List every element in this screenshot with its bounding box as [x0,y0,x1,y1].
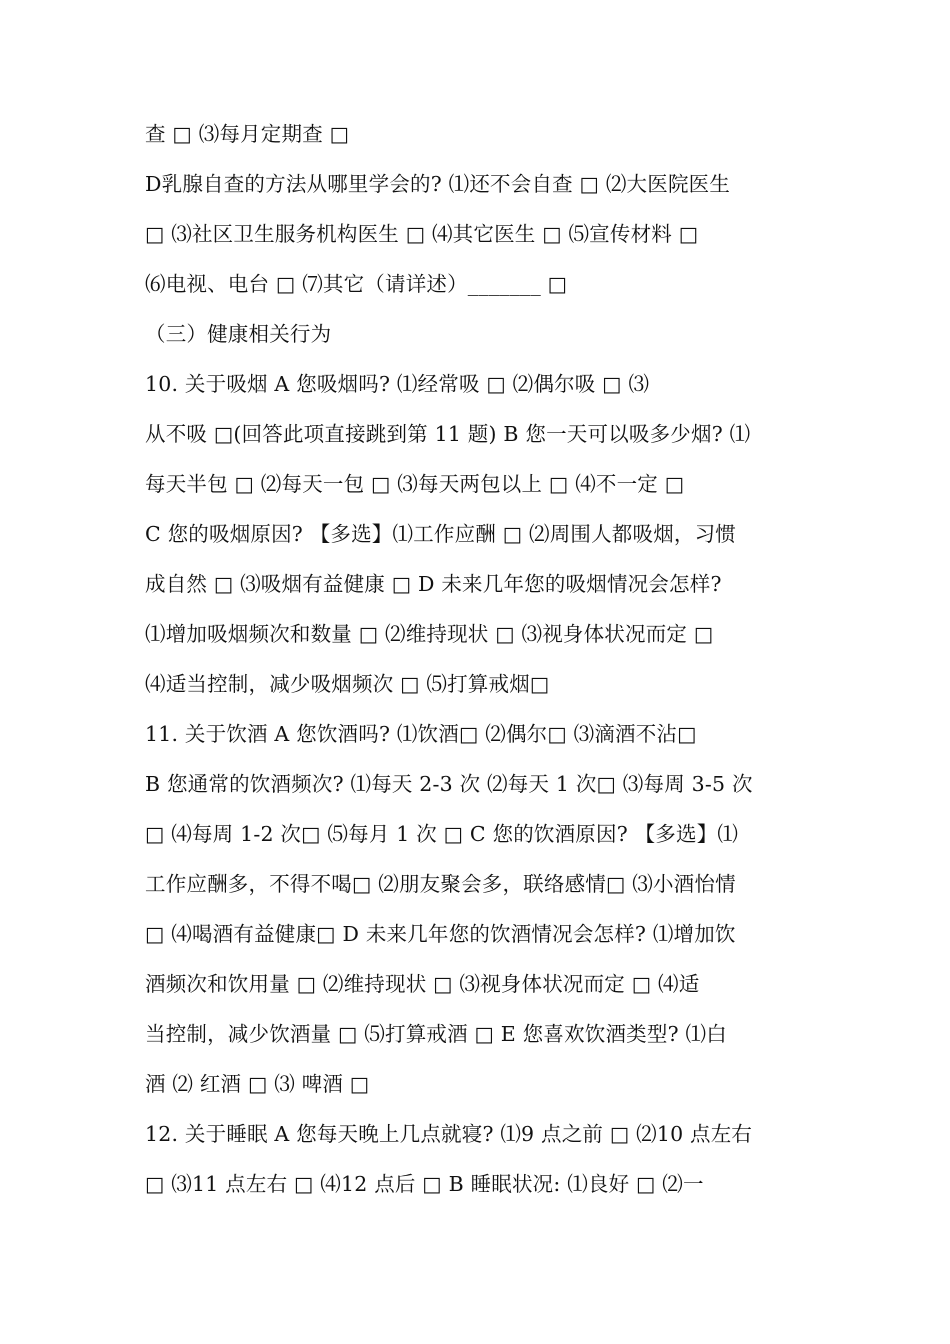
text-line-22: □ ⑶11 点左右 □ ⑷12 点后 □ B 睡眠状况: ⑴良好 □ ⑵一 [145,1172,704,1196]
text-line-21: 12. 关于睡眠 A 您每天晚上几点就寝? ⑴9 点之前 □ ⑵10 点左右 [145,1122,753,1146]
text-line-7: 从不吸 □(回答此项直接跳到第 11 题) B 您一天可以吸多少烟? ⑴ [145,422,751,446]
text-line-11: ⑴增加吸烟频次和数量 □ ⑵维持现状 □ ⑶视身体状况而定 □ [145,622,714,646]
text-line-13: 11. 关于饮酒 A 您饮酒吗? ⑴饮酒□ ⑵偶尔□ ⑶滴酒不沾□ [145,722,697,746]
text-line-17: □ ⑷喝酒有益健康□ D 未来几年您的饮酒情况会怎样? ⑴增加饮 [145,922,736,946]
text-line-4: ⑹电视、电台 □ ⑺其它（请详述）_______ □ [145,272,568,296]
section-heading: （三）健康相关行为 [145,322,332,346]
text-line-10: 成自然 □ ⑶吸烟有益健康 □ D 未来几年您的吸烟情况会怎样? [145,572,722,596]
text-line-9: C 您的吸烟原因? 【多选】⑴工作应酬 □ ⑵周围人都吸烟，习惯 [145,522,737,546]
text-line-8: 每天半包 □ ⑵每天一包 □ ⑶每天两包以上 □ ⑷不一定 □ [145,472,685,496]
text-line-6: 10. 关于吸烟 A 您吸烟吗? ⑴经常吸 □ ⑵偶尔吸 □ ⑶ [145,372,650,396]
text-line-19: 当控制，减少饮酒量 □ ⑸打算戒酒 □ E 您喜欢饮酒类型? ⑴白 [145,1022,727,1046]
text-line-12: ⑷适当控制，减少吸烟频次 □ ⑸打算戒烟□ [145,672,550,696]
text-line-16: 工作应酬多，不得不喝□ ⑵朋友聚会多，联络感情□ ⑶小酒怡情 [145,872,736,896]
text-line-1: 查 □ ⑶每月定期查 □ [145,122,350,146]
text-line-2: D乳腺自查的方法从哪里学会的? ⑴还不会自查 □ ⑵大医院医生 [145,172,731,196]
text-line-20: 酒 ⑵ 红酒 □ ⑶ 啤酒 □ [145,1072,370,1096]
text-line-14: B 您通常的饮酒频次? ⑴每天 2-3 次 ⑵每天 1 次□ ⑶每周 3-5 次 [145,772,753,796]
text-line-15: □ ⑷每周 1-2 次□ ⑸每月 1 次 □ C 您的饮酒原因? 【多选】⑴ [145,822,739,846]
text-line-18: 酒频次和饮用量 □ ⑵维持现状 □ ⑶视身体状况而定 □ ⑷适 [145,972,700,996]
text-line-3: □ ⑶社区卫生服务机构医生 □ ⑷其它医生 □ ⑸宣传材料 □ [145,222,699,246]
